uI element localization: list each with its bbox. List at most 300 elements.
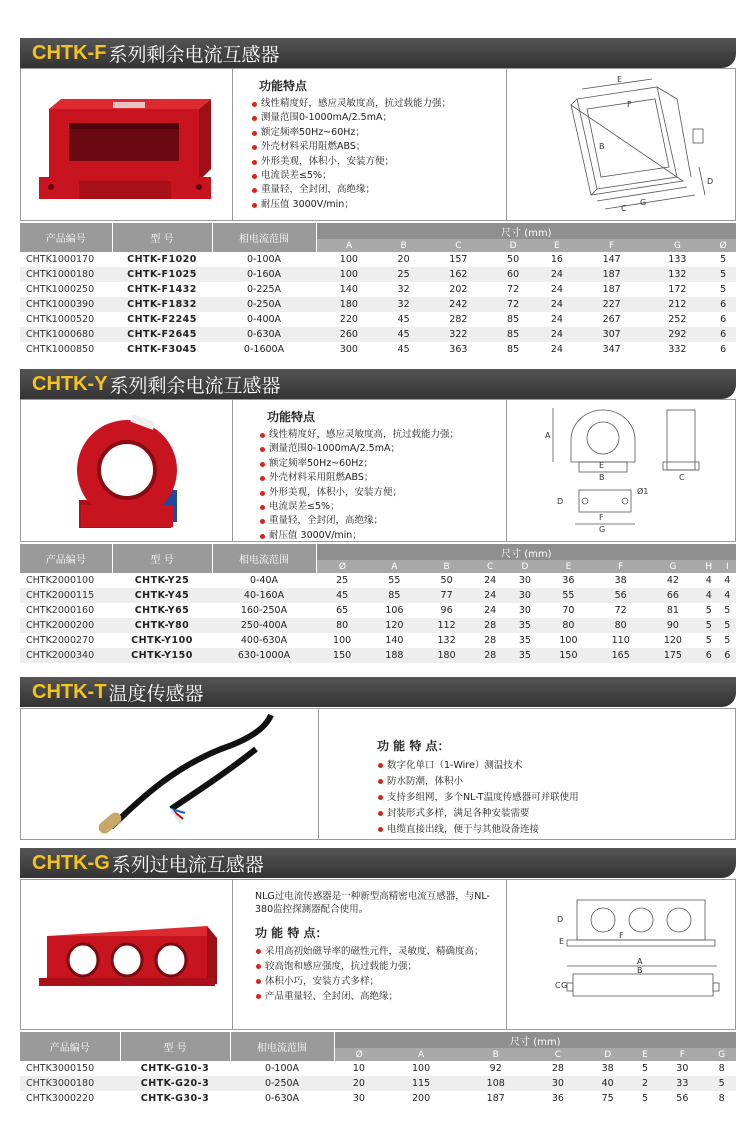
dimension-cell: 5 [707,1076,736,1091]
table-row [20,312,736,327]
dimension-cell: 220 [339,314,358,325]
dimension-cell: 363 [449,344,468,355]
table-row [20,282,736,297]
product-code-cell: CHTK1000850 [26,344,95,355]
dimension-cell: 92 [489,1063,502,1074]
size-col-header: D [508,560,543,573]
model-cell: CHTK-F1025 [112,267,212,282]
dimension-cell: 157 [449,254,468,265]
dimension-cell: 6 [719,648,736,663]
dimension-cell: 30 [676,1063,689,1074]
dimension-cell: 212 [645,297,711,312]
col-header-range: 相电流范围 [212,544,316,573]
dimension-cell: 100 [559,635,578,646]
dimension-cell: 35 [508,618,543,633]
dimension-cell: 75 [601,1093,614,1104]
product-code-cell: CHTK1000170 [26,254,95,265]
col-header-range: 相电流范围 [230,1032,334,1061]
section-header-g [20,848,736,878]
range-cell: 0-250A [212,297,316,312]
dimension-cell: 133 [668,254,687,265]
dimension-cell: 132 [437,635,456,646]
feature-list-t [319,709,735,839]
size-col-header: Ø [316,560,368,573]
feature-item: 耐压值 3000V/min； [251,198,506,212]
dimension-cell: 4 [719,588,736,603]
svg-text:E: E [617,75,623,84]
size-col-header: E [535,239,579,252]
dimension-cell: 252 [668,314,687,325]
dimension-cell: 188 [368,648,420,663]
model-cell: CHTK-Y100 [131,635,193,646]
product-image-f [21,69,233,220]
dimension-cell: 187 [579,267,645,282]
svg-text:G: G [561,981,568,990]
model-cell: CHTK-G10-3 [140,1063,210,1074]
table-row [20,267,736,282]
feature-item: 重量轻，全封闭，高绝缘； [251,183,506,197]
section-panel-t [20,708,736,840]
size-col-header: E [542,560,594,573]
dimension-cell: 347 [602,344,621,355]
dimension-cell: 307 [579,327,645,342]
svg-text:D: D [707,177,714,186]
svg-text:F: F [599,513,604,522]
dimension-cell: 45 [382,327,426,342]
dimension-cell: 24 [535,267,579,282]
col-header-code: 产品编号 [20,223,112,252]
feature-title: 功能特点 [259,79,308,93]
feature-list-f [233,69,507,220]
dimension-cell: 5 [720,254,727,265]
svg-text:B: B [599,142,605,151]
dimension-cell: 5 [724,635,731,646]
dimension-cell: 172 [668,284,687,295]
product-code-cell: CHTK1000390 [20,297,112,312]
dimension-cell: 30 [352,1093,365,1104]
dimension-cell: 77 [420,588,472,603]
dimension-cell: 4 [699,588,719,603]
section-panel-y [20,399,736,542]
svg-text:F: F [619,931,624,940]
size-col-header: C [533,1048,583,1061]
dimension-cell: 60 [491,267,535,282]
col-header-size: 尺寸 (mm) [334,1032,736,1048]
dimension-cell: 5 [641,1063,649,1074]
size-col-header: B [458,1048,533,1061]
dimension-cell: 175 [647,648,699,663]
dimension-cell: 100 [333,635,352,646]
svg-text:Ø1: Ø1 [637,487,649,496]
dimension-cell: 55 [542,588,594,603]
model-cell: CHTK-F3045 [127,344,197,355]
col-header-size: 尺寸 (mm) [316,223,736,239]
dimension-cell: 6 [720,314,727,325]
dimension-cell: 30 [518,605,531,616]
table-row [20,342,736,357]
feature-item: 体积小巧，安装方式多样； [255,974,506,989]
dimension-cell: 5 [720,284,727,295]
dimension-cell: 6 [720,344,727,355]
dimension-cell: 110 [611,635,630,646]
col-header-range: 相电流范围 [212,223,316,252]
svg-text:G: G [599,525,606,534]
feature-item: 防水防潮，体积小 [377,774,735,790]
product-code-cell: CHTK1000520 [26,314,95,325]
range-cell: 630-1000A [212,648,316,663]
range-cell: 0-160A [212,267,316,282]
feature-title: 功 能 特 点： [255,926,328,940]
feature-item: 产品重量轻、全封闭、高绝缘； [255,989,506,1004]
section-code: CHTK-F [32,41,107,64]
range-cell: 0-100A [246,254,282,265]
dimension-cell: 40 [583,1076,633,1091]
range-cell: 0-100A [264,1063,300,1074]
dimension-cell: 112 [420,618,472,633]
dimension-cell: 30 [533,1076,583,1091]
size-col-header: G [647,560,699,573]
dimension-cell: 42 [666,575,679,586]
dimension-drawing-f [507,69,735,220]
feature-item: 支持多组网，多个NL-T温度传感器可并联使用 [377,790,735,806]
feature-item: 测量范围0-1000mA/2.5mA； [251,111,506,125]
range-cell: 0-40A [249,575,279,586]
dimension-cell: 140 [339,284,358,295]
dimension-cell: 6 [710,297,736,312]
dimension-cell: 6 [699,648,719,663]
table-row [20,1091,736,1106]
dimension-cell: 85 [368,588,420,603]
feature-item: 电流误差≤5%； [251,169,506,183]
product-code-cell: CHTK2000100 [26,575,95,586]
feature-item: 额定频率50Hz~60Hz； [251,126,506,140]
model-cell: CHTK-F2645 [112,327,212,342]
range-cell: 0-400A [246,314,282,325]
dimension-cell: 24 [535,327,579,342]
dimension-cell: 65 [336,605,349,616]
feature-item: 数字化单口（1-Wire）测温技术 [377,758,735,774]
dimension-cell: 100 [412,1063,431,1074]
range-cell: 40-160A [212,588,316,603]
dimension-cell: 260 [316,327,382,342]
dimension-cell: 35 [508,648,543,663]
size-col-header: C [473,560,508,573]
dimension-cell: 150 [316,648,368,663]
dimension-cell: 202 [449,284,468,295]
dimension-cell: 70 [562,605,575,616]
feature-item: 外形美观，体积小，安装方便； [259,486,506,500]
table-row [20,603,736,618]
dimension-cell: 180 [316,297,382,312]
dimension-cell: 35 [518,635,531,646]
dimension-cell: 8 [718,1093,725,1104]
dimension-cell: 165 [595,648,647,663]
dimension-cell: 132 [645,267,711,282]
size-col-header: H [699,560,719,573]
size-col-header: D [491,239,535,252]
product-code-cell: CHTK3000150 [26,1063,95,1074]
table-row [20,618,736,633]
dimension-cell: 282 [449,314,468,325]
dimension-cell: 162 [426,267,492,282]
dimension-cell: 6 [710,327,736,342]
svg-text:B: B [599,473,605,482]
range-cell: 0-630A [212,327,316,342]
size-col-header: B [420,560,472,573]
size-col-header: F [657,1048,707,1061]
model-cell: CHTK-Y65 [134,605,190,616]
dimension-cell: 332 [668,344,687,355]
dimension-cell: 32 [397,284,410,295]
size-col-header: F [595,560,647,573]
dimension-cell: 20 [397,254,410,265]
dimension-cell: 85 [507,344,520,355]
col-header-code: 产品编号 [20,544,112,573]
svg-text:A: A [545,431,551,440]
dimension-cell: 24 [550,314,563,325]
product-code-cell: CHTK2000270 [26,635,95,646]
feature-item: 封装形式多样，满足各种安装需要 [377,806,735,822]
table-row [20,573,736,588]
svg-text:D: D [557,915,564,924]
dimension-cell: 45 [316,588,368,603]
spec-table-f [20,223,736,357]
model-cell: CHTK-Y25 [134,575,190,586]
product-code-cell: CHTK2000115 [20,588,112,603]
dimension-cell: 72 [614,605,627,616]
feature-item: 耐压值 3000V/min； [259,529,506,543]
dimension-cell: 55 [388,575,401,586]
dimension-cell: 24 [484,575,497,586]
product-code-cell: CHTK1000680 [20,327,112,342]
dimension-cell: 10 [352,1063,365,1074]
dimension-cell: 108 [458,1076,533,1091]
dimension-cell: 5 [699,618,719,633]
model-cell: CHTK-Y80 [112,618,212,633]
svg-text:G: G [640,198,647,207]
dimension-cell: 5 [705,635,712,646]
table-row [20,588,736,603]
dimension-cell: 96 [440,605,453,616]
table-row [20,1076,736,1091]
product-code-cell: CHTK2000160 [26,605,95,616]
dimension-cell: 180 [420,648,472,663]
dimension-cell: 30 [518,575,531,586]
dimension-cell: 24 [550,284,563,295]
dimension-cell: 72 [491,297,535,312]
dimension-cell: 36 [551,1093,564,1104]
col-header-model: 型 号 [112,223,212,252]
model-cell: CHTK-F2245 [127,314,197,325]
section-title: 系列剩余电流互感器 [109,374,281,397]
dimension-cell: 24 [484,605,497,616]
dimension-cell: 322 [426,327,492,342]
dimension-cell: 120 [663,635,682,646]
col-header-size: 尺寸 (mm) [316,544,736,560]
dimension-cell: 90 [647,618,699,633]
dimension-cell: 100 [316,267,382,282]
dimension-cell: 38 [614,575,627,586]
section-code: CHTK-Y [32,372,108,395]
feature-title: 功能特点 [267,410,316,424]
product-code-cell: CHTK1000250 [26,284,95,295]
model-cell: CHTK-F1432 [127,284,197,295]
col-header-model: 型 号 [112,544,212,573]
size-col-header: F [579,239,645,252]
dimension-cell: 292 [645,327,711,342]
dimension-cell: 5 [641,1093,649,1104]
dimension-cell: 4 [724,575,731,586]
section-panel-g [20,879,736,1030]
dimension-cell: 45 [397,314,410,325]
svg-text:D: D [557,497,564,506]
dimension-cell: 28 [473,618,508,633]
range-cell: 250-400A [212,618,316,633]
dimension-cell: 16 [550,254,563,265]
svg-text:B: B [637,966,643,975]
product-code-cell: CHTK2000340 [20,648,112,663]
feature-item: 测量范围0-1000mA/2.5mA； [259,442,506,456]
size-col-header: G [645,239,711,252]
section-header-t [20,677,736,707]
product-image-y [21,400,233,541]
table-row [20,633,736,648]
dimension-cell: 30 [508,588,543,603]
svg-text:C: C [555,981,561,990]
feature-item: 线性精度好，感应灵敏度高，抗过载能力强； [251,97,506,111]
dimension-cell: 8 [718,1063,725,1074]
size-col-header: I [719,560,736,573]
size-col-header: C [426,239,492,252]
dimension-cell: 267 [602,314,621,325]
range-cell: 0-630A [264,1093,300,1104]
dimension-drawing-y [507,400,735,541]
feature-item: 电缆直接出线，便于与其他设备连接 [377,822,735,838]
dimension-cell: 120 [368,618,420,633]
intro-text: NLG过电流传感器是一种新型高精密电流互感器，与NL-380监控探测器配合使用。 [255,891,490,915]
dimension-cell: 28 [484,635,497,646]
dimension-cell: 81 [666,605,679,616]
dimension-cell: 5 [705,605,712,616]
model-cell: CHTK-F1020 [127,254,197,265]
dimension-cell: 33 [657,1076,707,1091]
dimension-cell: 200 [412,1093,431,1104]
size-col-header: A [368,560,420,573]
size-col-header: A [384,1048,459,1061]
model-cell: CHTK-G20-3 [120,1076,230,1091]
table-row [20,252,736,267]
dimension-cell: 227 [579,297,645,312]
product-image-g [21,880,233,1029]
section-title: 系列剩余电流互感器 [108,43,280,66]
dimension-cell: 115 [384,1076,459,1091]
spec-table-y [20,544,736,663]
dimension-cell: 36 [562,575,575,586]
section-panel-f [20,68,736,221]
product-image-t [21,709,319,839]
feature-item: 线性精度好，感应灵敏度高，抗过载能力强； [259,428,506,442]
feature-item: 外形美观，体积小，安装方便； [251,155,506,169]
dimension-cell: 242 [426,297,492,312]
section-title: 温度传感器 [108,682,204,705]
svg-text:E: E [599,461,605,470]
dimension-cell: 5 [724,605,731,616]
range-cell: 0-225A [246,284,282,295]
dimension-cell: 28 [473,648,508,663]
product-code-cell: CHTK2000200 [20,618,112,633]
dimension-cell: 24 [550,344,563,355]
dimension-cell: 28 [551,1063,564,1074]
table-row [20,297,736,312]
svg-text:F: F [627,100,632,109]
dimension-cell: 66 [647,588,699,603]
dimension-cell: 4 [705,575,712,586]
feature-title: 功 能 特 点： [377,739,450,753]
dimension-cell: 45 [397,344,410,355]
dimension-cell: 100 [339,254,358,265]
range-cell: 160-250A [240,605,288,616]
range-cell: 0-250A [230,1076,334,1091]
size-col-header: D [583,1048,633,1061]
feature-item: 额定频率50Hz~60Hz； [259,457,506,471]
product-code-cell: CHTK3000220 [26,1093,95,1104]
dimension-cell: 187 [602,284,621,295]
dimension-cell: 20 [334,1076,384,1091]
feature-item: 采用高初始磁导率的磁性元件，灵敏度、精确度高； [255,944,506,959]
range-cell: 0-1600A [243,344,285,355]
col-header-model: 型 号 [120,1032,230,1061]
dimension-cell: 50 [507,254,520,265]
section-header-y [20,369,736,399]
dimension-cell: 150 [542,648,594,663]
model-cell: CHTK-G30-3 [140,1093,210,1104]
dimension-cell: 300 [339,344,358,355]
product-code-cell: CHTK3000180 [20,1076,120,1091]
dimension-cell: 5 [710,267,736,282]
model-cell: CHTK-Y45 [112,588,212,603]
section-code: CHTK-T [32,680,107,703]
table-row [20,1061,736,1076]
feature-item: 外壳材料采用阻燃ABS； [259,471,506,485]
model-cell: CHTK-Y150 [112,648,212,663]
spec-table-g [20,1032,736,1106]
dimension-cell: 56 [595,588,647,603]
dimension-cell: 24 [535,297,579,312]
dimension-cell: 38 [601,1063,614,1074]
svg-text:A: A [637,957,643,966]
dimension-cell: 187 [486,1093,505,1104]
dimension-cell: 80 [542,618,594,633]
dimension-cell: 5 [719,618,736,633]
size-col-header: Ø [710,239,736,252]
feature-item: 较高饱和感应强度，抗过载能力强； [255,959,506,974]
col-header-code: 产品编号 [20,1032,120,1061]
range-cell: 400-630A [240,635,288,646]
section-header-f [20,38,736,68]
product-code-cell: CHTK1000180 [20,267,112,282]
table-row [20,648,736,663]
dimension-cell: 25 [382,267,426,282]
feature-list-y [233,400,507,541]
svg-text:C: C [621,204,627,213]
table-row [20,327,736,342]
size-col-header: Ø [334,1048,384,1061]
dimension-cell: 72 [507,284,520,295]
model-cell: CHTK-F1832 [112,297,212,312]
dimension-cell: 140 [385,635,404,646]
dimension-cell: 147 [602,254,621,265]
dimension-cell: 24 [473,588,508,603]
